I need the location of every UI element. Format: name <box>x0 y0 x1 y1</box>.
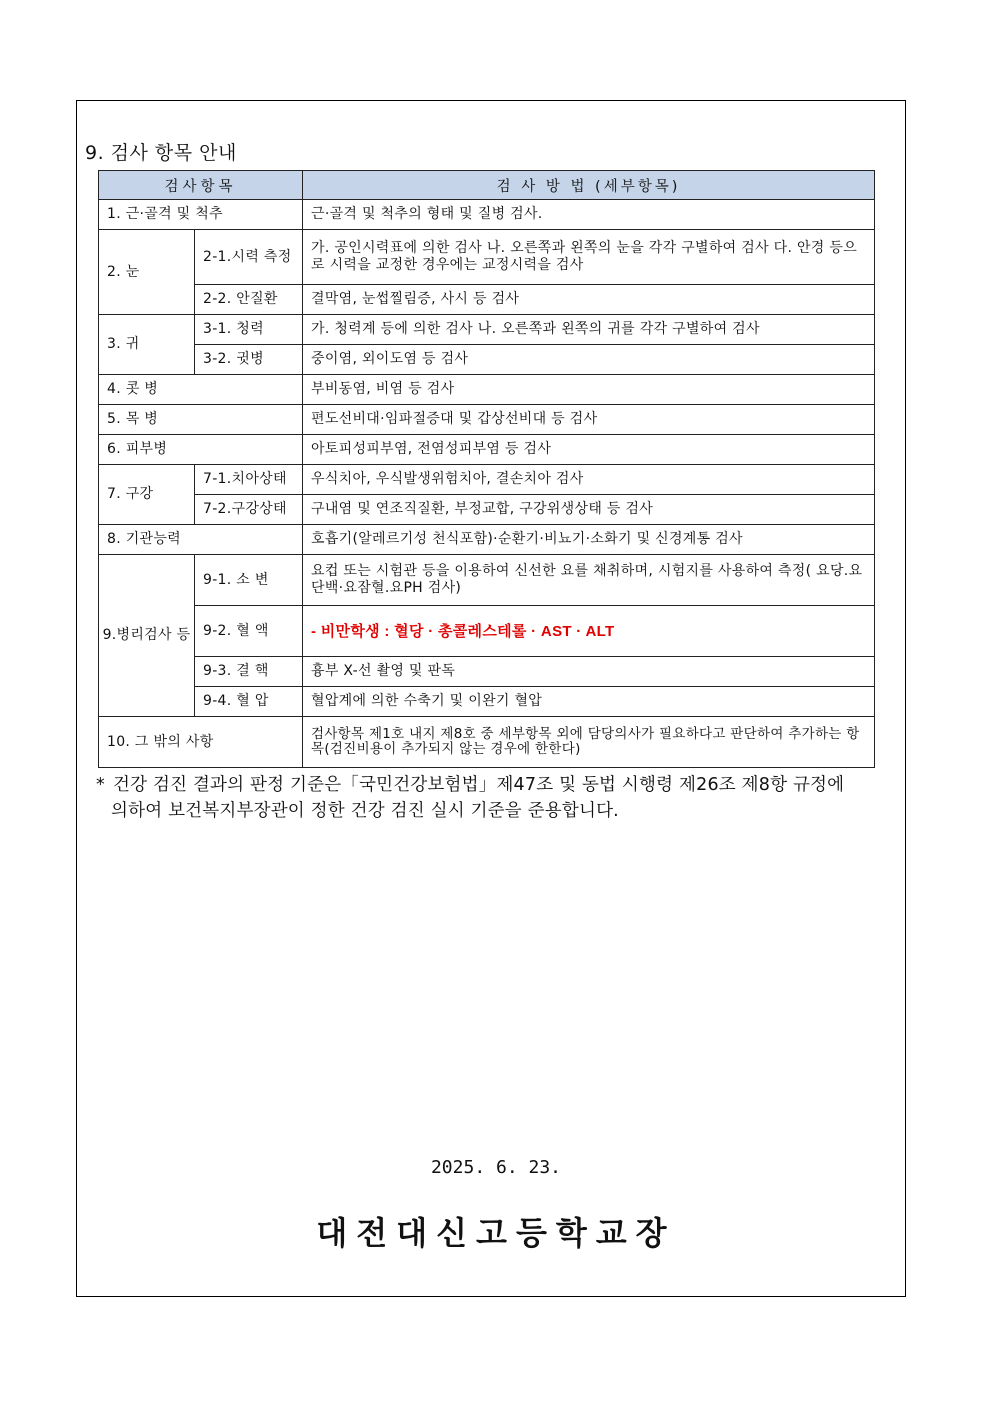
header-method: 검 사 방 법 (세부항목) <box>303 171 875 200</box>
table-row <box>99 405 875 435</box>
method-cell: 아토피성피부염, 전염성피부염 등 검사 <box>303 435 875 465</box>
header-item: 검사항목 <box>99 171 303 200</box>
exam-items-table <box>98 170 875 768</box>
subitem-cell: 9-4. 혈 압 <box>195 687 303 717</box>
table-row <box>99 435 875 465</box>
item-cell: 10. 그 밖의 사항 <box>99 717 303 768</box>
subitem-cell: 9-3. 결 핵 <box>195 657 303 687</box>
table-row <box>99 606 875 657</box>
section-title: 9. 검사 항목 안내 <box>85 142 237 164</box>
table-row <box>99 555 875 606</box>
item-cell: 8. 기관능력 <box>99 525 303 555</box>
table-row <box>99 525 875 555</box>
item-cell: 1. 근·골격 및 척추 <box>99 200 303 230</box>
table-row <box>99 657 875 687</box>
document-date: 2025. 6. 23. <box>430 1157 562 1178</box>
item-cell: 9.병리검사 등 <box>99 555 195 717</box>
method-cell: 중이염, 외이도염 등 검사 <box>303 345 875 375</box>
method-cell: 편도선비대·임파절증대 및 갑상선비대 등 검사 <box>303 405 875 435</box>
table-row <box>99 495 875 525</box>
table-row <box>99 200 875 230</box>
method-cell: 구내염 및 연조직질환, 부정교합, 구강위생상태 등 검사 <box>303 495 875 525</box>
method-cell: 요컵 또는 시험관 등을 이용하여 신선한 요를 채취하며, 시험지를 사용하여 측정( 요당.요단백·요잠혈.요PH 검사) <box>303 555 875 606</box>
footnote-asterisk: * <box>96 775 105 795</box>
footnote <box>96 772 901 824</box>
footnote-line-1: 건강 검진 결과의 판정 기준은「국민건강보험법」제47조 및 동법 시행령 제26조 제8항 규정에 <box>113 775 845 795</box>
table-row <box>99 687 875 717</box>
subitem-cell: 2-1.시력 측정 <box>195 230 303 285</box>
method-cell: 우식치아, 우식발생위험치아, 결손치아 검사 <box>303 465 875 495</box>
method-cell: 부비동염, 비염 등 검사 <box>303 375 875 405</box>
method-cell: 결막염, 눈썹찔림증, 사시 등 검사 <box>303 285 875 315</box>
table-header-row <box>99 171 875 200</box>
subitem-cell: 7-2.구강상태 <box>195 495 303 525</box>
method-cell: 흉부 X-선 촬영 및 판독 <box>303 657 875 687</box>
subitem-cell: 2-2. 안질환 <box>195 285 303 315</box>
method-cell: 근·골격 및 척추의 형태 및 질병 검사. <box>303 200 875 230</box>
item-cell: 2. 눈 <box>99 230 195 315</box>
footnote-line-2: 의하여 보건복지부장관이 정한 건강 검진 실시 기준을 준용합니다. <box>111 801 619 821</box>
subitem-cell: 3-1. 청력 <box>195 315 303 345</box>
method-cell: 혈압계에 의한 수축기 및 이완기 혈압 <box>303 687 875 717</box>
item-cell: 4. 콧 병 <box>99 375 303 405</box>
table-row <box>99 465 875 495</box>
table-row <box>99 285 875 315</box>
subitem-cell: 3-2. 귓병 <box>195 345 303 375</box>
item-cell: 6. 피부병 <box>99 435 303 465</box>
item-cell: 7. 구강 <box>99 465 195 525</box>
subitem-cell: 9-2. 혈 액 <box>195 606 303 657</box>
method-cell: 검사항목 제1호 내지 제8호 중 세부항목 외에 담당의사가 필요하다고 판단하여 추가하는 항목(검진비용이 추가되지 않는 경우에 한한다) <box>303 717 875 768</box>
school-principal-signature: 대전대신고등학교장 <box>316 1214 676 1252</box>
method-cell: 가. 공인시력표에 의한 검사 나. 오른쪽과 왼쪽의 눈을 각각 구별하여 검사 다. 안경 등으로 시력을 교정한 경우에는 교정시력을 검사 <box>303 230 875 285</box>
table-row <box>99 315 875 345</box>
table-row <box>99 717 875 768</box>
table-row <box>99 230 875 285</box>
subitem-cell: 7-1.치아상태 <box>195 465 303 495</box>
table-row <box>99 345 875 375</box>
item-cell: 5. 목 병 <box>99 405 303 435</box>
subitem-cell: 9-1. 소 변 <box>195 555 303 606</box>
method-cell: 호흡기(알레르기성 천식포함)·순환기·비뇨기·소화기 및 신경계통 검사 <box>303 525 875 555</box>
method-cell: - 비만학생 : 혈당 · 총콜레스테롤 · AST · ALT <box>303 606 875 657</box>
method-cell: 가. 청력계 등에 의한 검사 나. 오른쪽과 왼쪽의 귀를 각각 구별하여 검사 <box>303 315 875 345</box>
table-row <box>99 375 875 405</box>
item-cell: 3. 귀 <box>99 315 195 375</box>
